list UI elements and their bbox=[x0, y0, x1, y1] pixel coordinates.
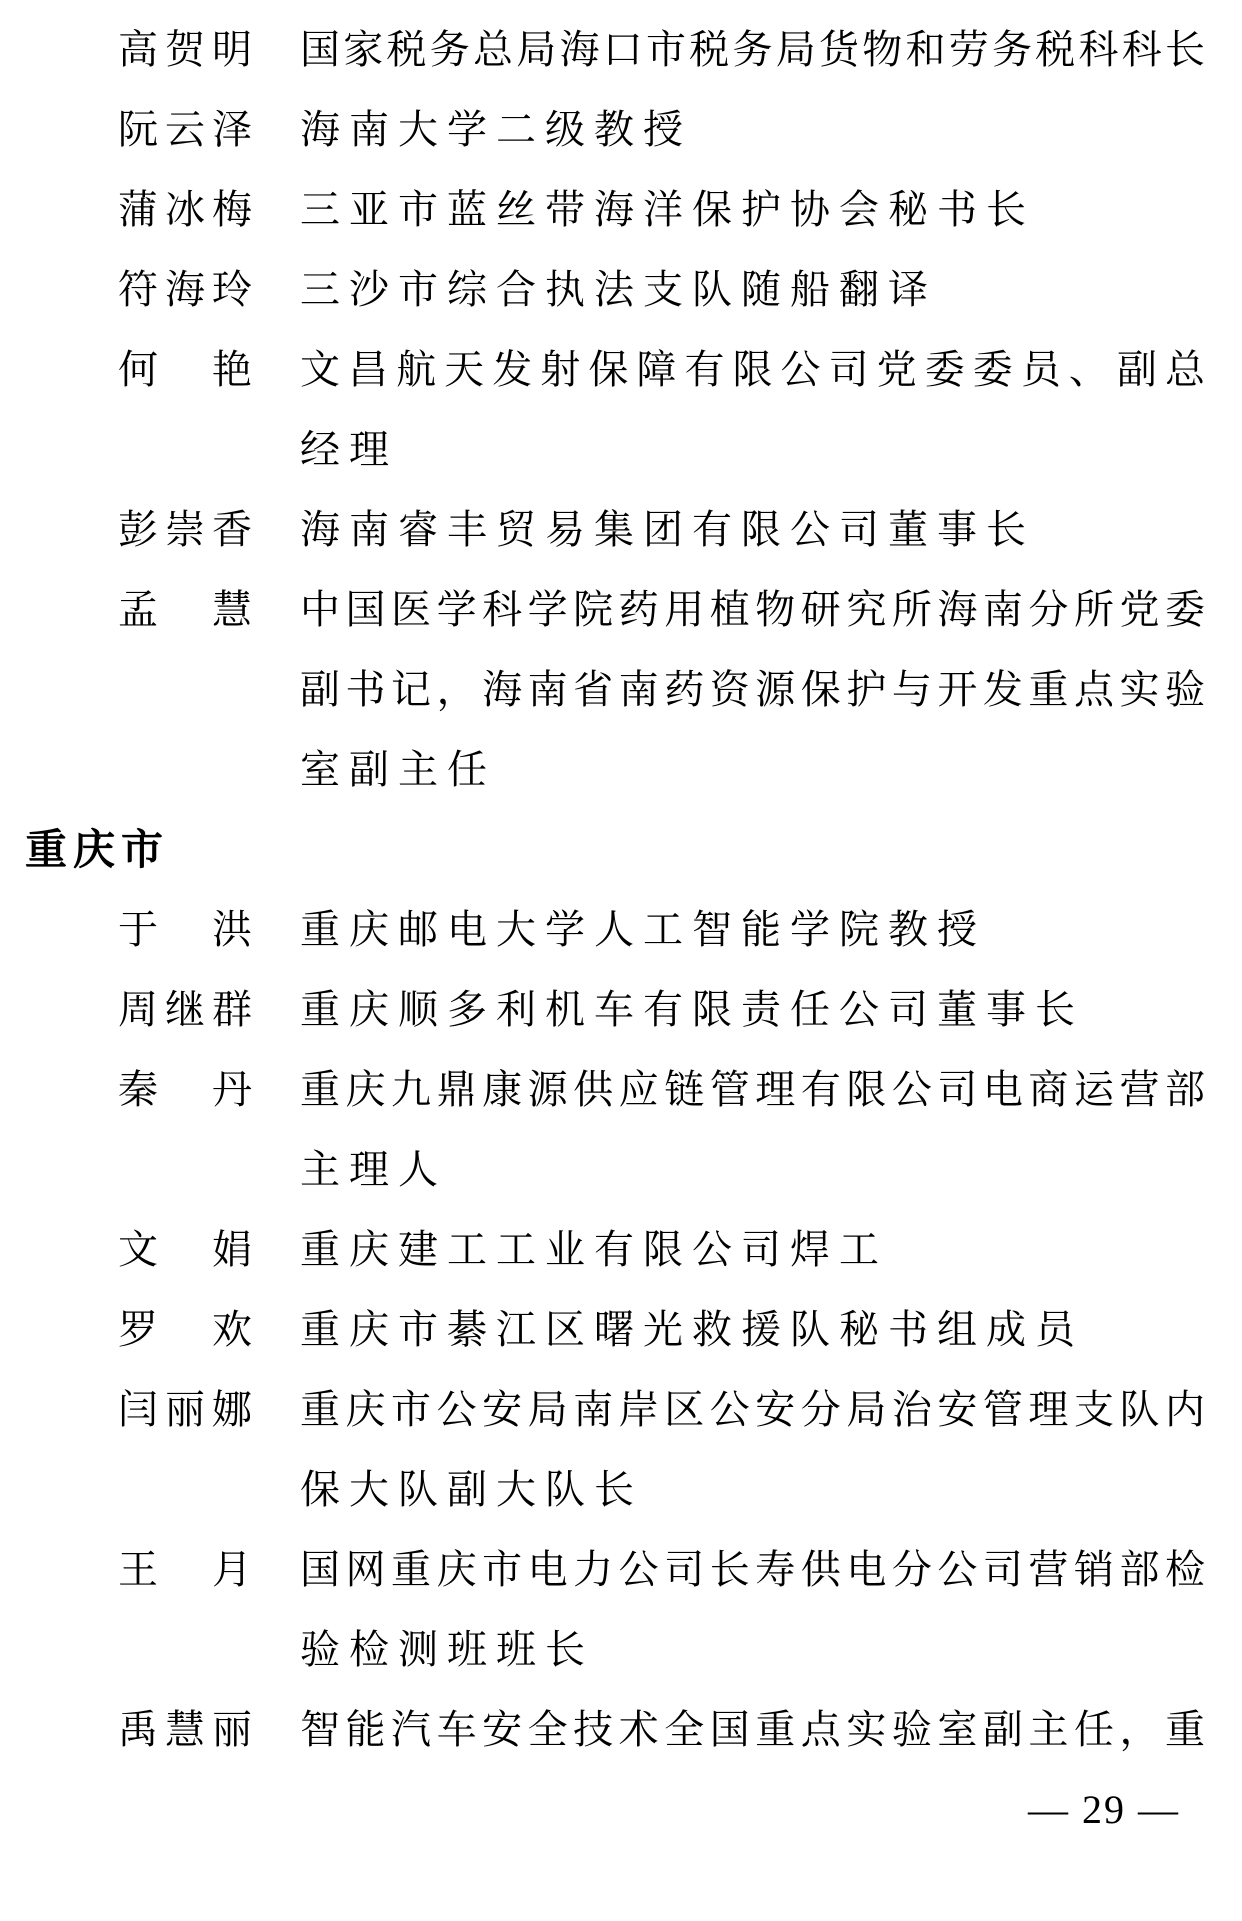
entry-name: 罗欢 bbox=[118, 1307, 252, 1352]
entry-row bbox=[0, 890, 1242, 970]
position-line: 海南睿丰贸易集团有限公司董事长 bbox=[300, 507, 1035, 552]
entry-position-lines bbox=[300, 570, 1205, 810]
entry-position-lines bbox=[300, 1290, 1205, 1370]
entry-row bbox=[0, 1290, 1242, 1370]
entry-position-lines bbox=[300, 1370, 1205, 1530]
position-line: 三沙市综合执法支队随船翻译 bbox=[300, 267, 937, 312]
entry-position-lines bbox=[300, 90, 1205, 170]
entry-position-lines bbox=[300, 1050, 1205, 1210]
entry-name: 高贺明 bbox=[118, 27, 252, 72]
entry-name: 于洪 bbox=[118, 907, 252, 952]
position-line: 中国医学科学院药用植物研究所海南分所党委 bbox=[300, 587, 1205, 632]
position-line: 重庆建工工业有限公司焊工 bbox=[300, 1227, 888, 1272]
entry-name: 秦丹 bbox=[118, 1067, 252, 1112]
entry-name: 周继群 bbox=[118, 987, 252, 1032]
entry-name: 何艳 bbox=[118, 347, 252, 392]
entry-row bbox=[0, 1210, 1242, 1290]
entry-row bbox=[0, 1050, 1242, 1210]
section-header: 重庆市 bbox=[25, 826, 170, 873]
entry-name: 禹慧丽 bbox=[118, 1707, 252, 1752]
position-line: 海南大学二级教授 bbox=[300, 107, 692, 152]
entry-name: 孟慧 bbox=[118, 587, 252, 632]
entry-position-lines bbox=[300, 170, 1205, 250]
position-line: 重庆邮电大学人工智能学院教授 bbox=[300, 907, 986, 952]
entry-position-lines bbox=[300, 330, 1205, 490]
position-line: 经理 bbox=[300, 427, 398, 472]
position-line: 文昌航天发射保障有限公司党委委员、副总 bbox=[300, 347, 1205, 392]
entry-name: 符海玲 bbox=[118, 267, 252, 312]
entry-position-lines bbox=[300, 890, 1205, 970]
position-line: 保大队副大队长 bbox=[300, 1467, 643, 1512]
entry-row bbox=[0, 10, 1242, 90]
entry-row bbox=[0, 1530, 1242, 1690]
position-line: 国网重庆市电力公司长寿供电分公司营销部检 bbox=[300, 1547, 1205, 1592]
entry-position-lines bbox=[300, 970, 1205, 1050]
entry-name: 闫丽娜 bbox=[118, 1387, 252, 1432]
entry-row bbox=[0, 490, 1242, 570]
entry-name: 蒲冰梅 bbox=[118, 187, 252, 232]
entry-position-lines bbox=[300, 490, 1205, 570]
entry-position-lines bbox=[300, 1210, 1205, 1290]
entry-name: 彭崇香 bbox=[118, 507, 252, 552]
position-line: 重庆顺多利机车有限责任公司董事长 bbox=[300, 987, 1084, 1032]
entry-row bbox=[0, 570, 1242, 810]
position-line: 国家税务总局海口市税务局货物和劳务税科科长 bbox=[300, 27, 1205, 72]
position-line: 室副主任 bbox=[300, 747, 496, 792]
entry-name: 文娟 bbox=[118, 1227, 252, 1272]
entry-position-lines bbox=[300, 1530, 1205, 1690]
entry-position-lines bbox=[300, 10, 1205, 90]
entry-position-lines bbox=[300, 1690, 1205, 1770]
position-line: 重庆九鼎康源供应链管理有限公司电商运营部 bbox=[300, 1067, 1205, 1112]
entry-name: 阮云泽 bbox=[118, 107, 252, 152]
entry-row bbox=[0, 1690, 1242, 1770]
entry-position-lines bbox=[300, 250, 1205, 330]
position-line: 副书记，海南省南药资源保护与开发重点实验 bbox=[300, 667, 1205, 712]
position-line: 三亚市蓝丝带海洋保护协会秘书长 bbox=[300, 187, 1035, 232]
entry-row bbox=[0, 330, 1242, 490]
entry-row bbox=[0, 250, 1242, 330]
position-line: 重庆市公安局南岸区公安分局治安管理支队内 bbox=[300, 1387, 1205, 1432]
entry-row bbox=[0, 170, 1242, 250]
position-line: 主理人 bbox=[300, 1147, 447, 1192]
position-line: 重庆市綦江区曙光救援队秘书组成员 bbox=[300, 1307, 1084, 1352]
entry-name: 王月 bbox=[118, 1547, 252, 1592]
entry-row bbox=[0, 90, 1242, 170]
page-number: — 29 — bbox=[1028, 1787, 1180, 1832]
entry-row bbox=[0, 970, 1242, 1050]
entry-row bbox=[0, 1370, 1242, 1530]
position-line: 智能汽车安全技术全国重点实验室副主任，重 bbox=[300, 1707, 1205, 1752]
position-line: 验检测班班长 bbox=[300, 1627, 594, 1672]
